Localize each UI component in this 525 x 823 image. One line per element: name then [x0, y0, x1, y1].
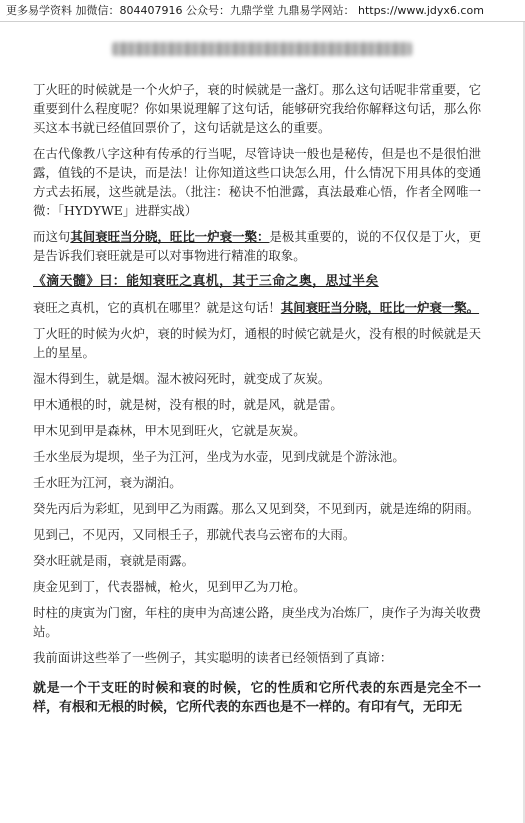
paragraph	[33, 603, 481, 641]
paragraph	[33, 80, 481, 137]
paragraph	[33, 447, 481, 466]
text-run: 甲木见到甲是森林，甲木见到旺火，它就是灰炭。	[33, 423, 306, 438]
text-run: 丁火旺的时候就是一个火炉子，衰的时候就是一盏灯。那么这句话呢非常重要，它重要到什么程度呢？你如果说理解了这句话，能够研究我给你解释这句话，那么你买这本书就已经值回票价了，这句话就是这么的重要。	[33, 82, 481, 135]
text-run: 我前面讲这些举了一些例子，其实聪明的读者已经领悟到了真谛：	[33, 650, 393, 665]
text-run: 其间衰旺当分晓，旺比一炉衰一檠：	[70, 229, 270, 244]
paragraph	[33, 473, 481, 492]
paragraph	[33, 577, 481, 596]
paragraph	[33, 324, 481, 362]
paragraph	[33, 551, 481, 570]
text-run: 《滴天髓》曰：	[33, 274, 127, 289]
paragraph	[33, 648, 481, 667]
text-run: 能知衰旺之真机，其于三命之奥，思过半矣	[126, 274, 379, 289]
text-run: 其间衰旺当分晓，旺比一炉衰一檠。	[280, 300, 480, 315]
text-run: 癸先丙后为彩虹，见到甲乙为雨露。那么又见到癸，不见到丙，就是连绵的阴雨。	[33, 501, 480, 516]
watermark-header: 更多易学资料 加微信：804407916 公众号：九鼎学堂 九鼎易学网站： https://www.jdyx6.com	[0, 0, 525, 22]
document-body	[33, 80, 481, 724]
blurred-title	[112, 42, 412, 56]
paragraph	[33, 298, 481, 317]
paragraph	[33, 679, 481, 717]
paragraph	[33, 499, 481, 518]
paragraph	[33, 272, 481, 291]
text-run: 是极其重要的，说的不仅仅是丁火，更是告诉我们衰旺就是可以对事物进行精准的取象。	[33, 229, 482, 263]
paragraph	[33, 227, 481, 265]
paragraph	[33, 395, 481, 414]
text-run: 在古代像教八字这种有传承的行当呢，尽管诗诀一般也是秘传，但是也不是很怕泄露，值钱的不是诀，而是法！让你知道这些口诀怎么用，什么情况下用具体的变通方式去拓展，这些就是法。（批注：秘诀不怕泄露，真法最难心悟，作者全网唯一微：「HYDYWE」进群实战）	[33, 146, 481, 218]
text-run: 壬水旺为江河，衰为湖泊。	[33, 475, 182, 490]
text-run: 湿木得到生，就是烟。湿木被闷死时，就变成了灰炭。	[33, 371, 331, 386]
text-run: 癸水旺就是雨，衰就是雨露。	[33, 553, 195, 568]
paragraph	[33, 525, 481, 544]
text-run: 甲木通根的时，就是树，没有根的时，就是风，就是雷。	[33, 397, 343, 412]
text-run: 时柱的庚寅为门窗，年柱的庚申为高速公路，庚坐戌为冶炼厂，庚作子为海关收费站。	[33, 605, 481, 639]
text-run: 衰旺之真机，它的真机在哪里？就是这句话！	[33, 300, 281, 315]
text-run: 而这句	[33, 229, 71, 244]
text-run: 丁火旺的时候为火炉，衰的时候为灯，通根的时候它就是火，没有根的时候就是天上的星星。	[33, 326, 481, 360]
paragraph	[33, 144, 481, 220]
paragraph	[33, 369, 481, 388]
text-run: 壬水坐辰为堤坝，坐子为江河，坐戌为水壶，见到戌就是个游泳池。	[33, 449, 405, 464]
text-run: 就是一个干支旺的时候和衰的时候，它的性质和它所代表的东西是完全不一样，有根和无根的时候，它所代表的东西也是不一样的。有印有气，无印无	[33, 681, 481, 715]
paragraph	[33, 421, 481, 440]
text-run: 庚金见到丁，代表器械，枪火，见到甲乙为刀枪。	[33, 579, 306, 594]
text-run: 见到己，不见丙，又同根壬子，那就代表乌云密布的大雨。	[33, 527, 356, 542]
